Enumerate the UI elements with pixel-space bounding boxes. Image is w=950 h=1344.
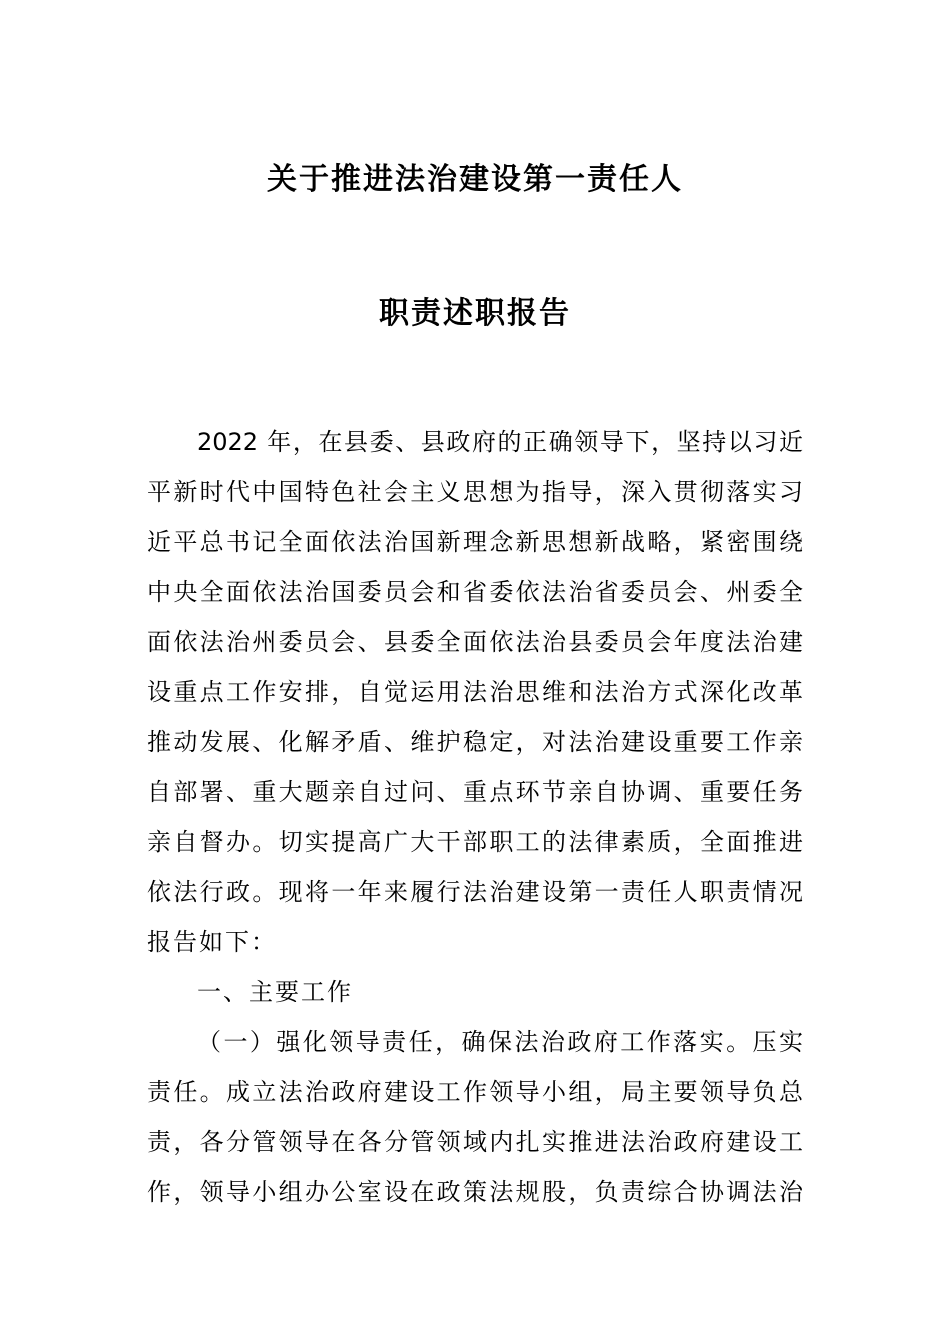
document-title-line-1: 关于推进法治建设第一责任人: [267, 162, 683, 197]
intro-paragraph-line: 2022 年，在县委、县政府的正确领导下，坚持以习近: [197, 428, 803, 456]
subsection-paragraph-line: （一）强化领导责任，确保法治政府工作落实。压实: [197, 1028, 803, 1056]
intro-paragraph-line: 平新时代中国特色社会主义思想为指导，深入贯彻落实习: [147, 478, 803, 506]
intro-paragraph-line: 自部署、重大题亲自过问、重点环节亲自协调、重要任务: [147, 778, 803, 806]
intro-paragraph-line: 推动发展、化解矛盾、维护稳定，对法治建设重要工作亲: [147, 728, 803, 756]
subsection-paragraph-line: 责任。成立法治政府建设工作领导小组，局主要领导负总: [147, 1078, 803, 1106]
intro-paragraph-line: 亲自督办。切实提高广大干部职工的法律素质，全面推进: [147, 828, 803, 856]
section-heading: 一、主要工作: [197, 978, 353, 1006]
intro-paragraph-line: 中央全面依法治国委员会和省委依法治省委员会、州委全: [147, 578, 803, 606]
subsection-paragraph-line: 作，领导小组办公室设在政策法规股，负责综合协调法治: [147, 1178, 803, 1206]
intro-paragraph-line: 依法行政。现将一年来履行法治建设第一责任人职责情况: [147, 878, 803, 906]
subsection-paragraph-line: 责，各分管领导在各分管领域内扎实推进法治政府建设工: [147, 1128, 803, 1156]
document-title-line-2: 职责述职报告: [379, 296, 571, 331]
intro-paragraph-line: 设重点工作安排，自觉运用法治思维和法治方式深化改革: [147, 678, 803, 706]
intro-paragraph-line: 面依法治州委员会、县委全面依法治县委员会年度法治建: [147, 628, 803, 656]
intro-paragraph-line: 近平总书记全面依法治国新理念新思想新战略，紧密围绕: [147, 528, 803, 556]
intro-paragraph-line: 报告如下：: [147, 928, 277, 956]
